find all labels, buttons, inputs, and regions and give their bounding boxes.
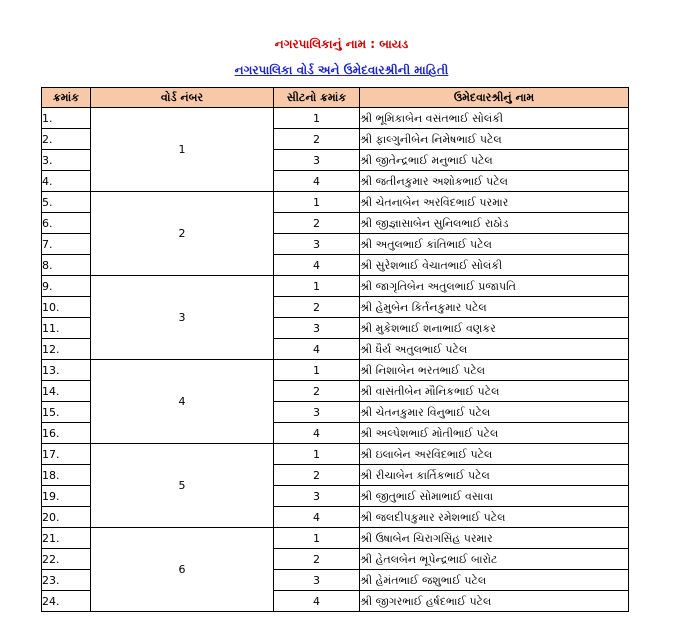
- candidate-name-cell: શ્રી જીગરભાઈ હર્ષદભાઈ પટેલ: [360, 591, 629, 612]
- serial-cell: 13.: [42, 360, 91, 381]
- ward-cell: 5: [91, 444, 274, 528]
- candidate-name-cell: શ્રી મુકેશભાઈ શનાભાઈ વણકર: [360, 318, 629, 339]
- serial-cell: 20.: [42, 507, 91, 528]
- candidate-name-cell: શ્રી રીચાબેન કાર્તિકભાઈ પટેલ: [360, 465, 629, 486]
- table-row: [42, 360, 629, 381]
- header-ward: વોર્ડ નંબર: [91, 88, 274, 108]
- serial-cell: 6.: [42, 213, 91, 234]
- page-title: નગરપાલિકાનું નામ : બાયડ: [274, 37, 409, 51]
- candidate-name-cell: શ્રી નિશાબેન ભરતભાઈ પટેલ: [360, 360, 629, 381]
- candidate-name-cell: શ્રી ફાલ્ગુનીબેન નિમેષભાઈ પટેલ: [360, 129, 629, 150]
- seat-cell: 4: [274, 171, 360, 192]
- serial-cell: 16.: [42, 423, 91, 444]
- candidate-name-cell: શ્રી હેમંતભાઈ જશુભાઈ પટેલ: [360, 570, 629, 591]
- table-body: [42, 108, 629, 612]
- seat-cell: 4: [274, 591, 360, 612]
- candidate-name-cell: શ્રી હેતલબેન ભૂપેન્દ્રભાઈ બારોટ: [360, 549, 629, 570]
- candidate-name-cell: શ્રી જીતુભાઈ સોમાભાઈ વસાવા: [360, 486, 629, 507]
- serial-cell: 12.: [42, 339, 91, 360]
- candidates-table: [41, 87, 629, 612]
- table-row: [42, 276, 629, 297]
- serial-cell: 23.: [42, 570, 91, 591]
- candidate-name-cell: શ્રી જતીનકુમાર અશોકભાઈ પટેલ: [360, 171, 629, 192]
- seat-cell: 4: [274, 339, 360, 360]
- candidate-name-cell: શ્રી અલ્પેશભાઈ મોતીભાઈ પટેલ: [360, 423, 629, 444]
- ward-cell: 6: [91, 528, 274, 612]
- seat-cell: 1: [274, 108, 360, 129]
- seat-cell: 2: [274, 129, 360, 150]
- table-row: [42, 192, 629, 213]
- candidate-name-cell: શ્રી ઉષાબેન ચિરાગસિંહ પરમાર: [360, 528, 629, 549]
- seat-cell: 1: [274, 444, 360, 465]
- seat-cell: 2: [274, 297, 360, 318]
- seat-cell: 1: [274, 528, 360, 549]
- serial-cell: 7.: [42, 234, 91, 255]
- seat-cell: 3: [274, 234, 360, 255]
- serial-cell: 14.: [42, 381, 91, 402]
- serial-cell: 5.: [42, 192, 91, 213]
- candidate-name-cell: શ્રી સુરેશભાઈ વેચાતભાઈ સોલંકી: [360, 255, 629, 276]
- serial-cell: 3.: [42, 150, 91, 171]
- seat-cell: 3: [274, 318, 360, 339]
- ward-cell: 2: [91, 192, 274, 276]
- candidate-name-cell: શ્રી ધૈર્ય અતુલભાઈ પટેલ: [360, 339, 629, 360]
- seat-cell: 2: [274, 213, 360, 234]
- serial-cell: 8.: [42, 255, 91, 276]
- candidate-name-cell: શ્રી ભૂમિકાબેન વસંતભાઈ સોલંકી: [360, 108, 629, 129]
- serial-cell: 22.: [42, 549, 91, 570]
- seat-cell: 2: [274, 381, 360, 402]
- serial-cell: 17.: [42, 444, 91, 465]
- candidate-name-cell: શ્રી જલદીપકુમાર રમેશભાઈ પટેલ: [360, 507, 629, 528]
- page-subtitle: નગરપાલિકા વોર્ડ અને ઉમેદવારશ્રીની માહિતી: [234, 63, 449, 77]
- serial-cell: 11.: [42, 318, 91, 339]
- seat-cell: 1: [274, 360, 360, 381]
- serial-cell: 21.: [42, 528, 91, 549]
- seat-cell: 2: [274, 465, 360, 486]
- serial-cell: 10.: [42, 297, 91, 318]
- candidate-name-cell: શ્રી અતુલભાઈ કાંતિભાઈ પટેલ: [360, 234, 629, 255]
- serial-cell: 1.: [42, 108, 91, 129]
- serial-cell: 2.: [42, 129, 91, 150]
- candidate-name-cell: શ્રી હેમુબેન કિર્તનકુમાર પટેલ: [360, 297, 629, 318]
- header-seat: સીટનો ક્રમાંક: [274, 88, 360, 108]
- table-header-row: [42, 88, 629, 108]
- candidate-name-cell: શ્રી જીતેન્દ્રભાઈ મનુભાઈ પટેલ: [360, 150, 629, 171]
- ward-cell: 3: [91, 276, 274, 360]
- seat-cell: 4: [274, 507, 360, 528]
- table-row: [42, 444, 629, 465]
- seat-cell: 1: [274, 276, 360, 297]
- serial-cell: 4.: [42, 171, 91, 192]
- seat-cell: 2: [274, 549, 360, 570]
- candidate-name-cell: શ્રી જાગૃતિબેન અતુલભાઈ પ્રજાપતિ: [360, 276, 629, 297]
- ward-cell: 1: [91, 108, 274, 192]
- candidate-name-cell: શ્રી ઇલાબેન અરવિંદભાઈ પટેલ: [360, 444, 629, 465]
- seat-cell: 1: [274, 192, 360, 213]
- candidate-name-cell: શ્રી વાસંતીબેન મૌનિકભાઈ પટેલ: [360, 381, 629, 402]
- serial-cell: 15.: [42, 402, 91, 423]
- seat-cell: 4: [274, 255, 360, 276]
- header-candidate: ઉમેદવારશ્રીનું નામ: [360, 88, 629, 108]
- serial-cell: 18.: [42, 465, 91, 486]
- seat-cell: 3: [274, 150, 360, 171]
- candidate-name-cell: શ્રી ચેતનકુમાર વિનુભાઈ પટેલ: [360, 402, 629, 423]
- table-row: [42, 108, 629, 129]
- header-serial: ક્રમાંક: [42, 88, 91, 108]
- seat-cell: 4: [274, 423, 360, 444]
- serial-cell: 19.: [42, 486, 91, 507]
- ward-cell: 4: [91, 360, 274, 444]
- serial-cell: 9.: [42, 276, 91, 297]
- seat-cell: 3: [274, 486, 360, 507]
- table-row: [42, 528, 629, 549]
- candidate-name-cell: શ્રી જીજ્ઞાસાબેન સુનિલભાઈ રાઠોડ: [360, 213, 629, 234]
- seat-cell: 3: [274, 570, 360, 591]
- serial-cell: 24.: [42, 591, 91, 612]
- candidate-name-cell: શ્રી ચેતનાબેન અરવિંદભાઈ પરમાર: [360, 192, 629, 213]
- seat-cell: 3: [274, 402, 360, 423]
